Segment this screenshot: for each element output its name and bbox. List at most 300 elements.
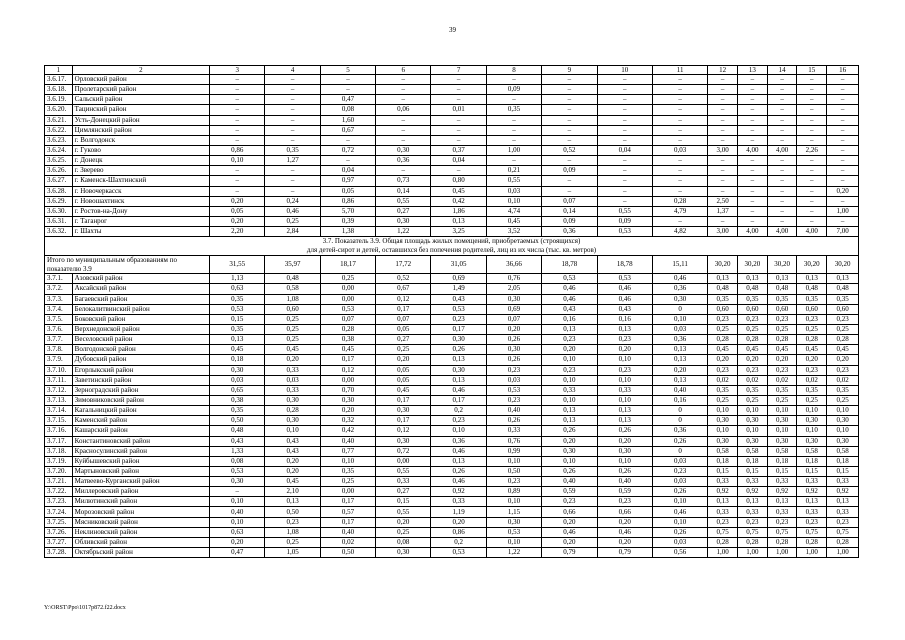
value-cell: 0,13: [652, 355, 707, 365]
value-cell: 0,23: [652, 466, 707, 476]
value-cell: 0,23: [486, 477, 541, 487]
value-cell: 0,60: [708, 304, 738, 314]
value-cell: –: [797, 115, 827, 125]
value-cell: 0,18: [797, 456, 827, 466]
value-cell: 0,13: [542, 416, 597, 426]
row-name-cell: Обливский район: [72, 537, 209, 547]
value-cell: 1,37: [708, 206, 738, 216]
value-cell: 0,69: [486, 304, 541, 314]
value-cell: –: [431, 125, 486, 135]
value-cell: –: [827, 176, 859, 186]
value-cell: 0,30: [542, 446, 597, 456]
value-cell: 1,00: [738, 548, 768, 558]
value-cell: –: [431, 166, 486, 176]
value-cell: –: [738, 156, 768, 166]
row-name-cell: Аксайский район: [72, 284, 209, 294]
column-number-cell: 16: [827, 66, 859, 75]
value-cell: 0,13: [767, 274, 797, 284]
value-cell: –: [797, 186, 827, 196]
value-cell: –: [827, 156, 859, 166]
value-cell: –: [542, 95, 597, 105]
value-cell: 0,23: [542, 497, 597, 507]
value-cell: 0,73: [376, 176, 431, 186]
table-row: [45, 355, 859, 365]
column-number-cell: 15: [797, 66, 827, 75]
value-cell: –: [431, 75, 486, 85]
row-name-cell: Усть-Донецкий район: [72, 115, 209, 125]
section-title-row: [45, 237, 859, 256]
value-cell: 0,56: [652, 548, 707, 558]
value-cell: 0,33: [827, 507, 859, 517]
table-row: [45, 145, 859, 155]
value-cell: –: [738, 85, 768, 95]
value-cell: 0,45: [320, 345, 375, 355]
value-cell: –: [797, 176, 827, 186]
row-code-cell: 3.7.6.: [45, 324, 73, 334]
value-cell: 3,25: [431, 227, 486, 237]
value-cell: –: [797, 75, 827, 85]
value-cell: 0,30: [265, 416, 320, 426]
value-cell: –: [542, 75, 597, 85]
value-cell: 0,23: [767, 314, 797, 324]
value-cell: 0,37: [431, 145, 486, 155]
value-cell: 0,53: [431, 304, 486, 314]
table-row: [45, 284, 859, 294]
table-row: [45, 487, 859, 497]
value-cell: –: [542, 176, 597, 186]
value-cell: 0,53: [210, 466, 265, 476]
table-row: [45, 274, 859, 284]
value-cell: 0,33: [431, 497, 486, 507]
value-cell: –: [486, 75, 541, 85]
value-cell: 0,25: [708, 324, 738, 334]
total-value-cell: 35,97: [265, 256, 320, 274]
value-cell: 0,10: [210, 517, 265, 527]
value-cell: 0,86: [431, 527, 486, 537]
value-cell: 0,26: [486, 355, 541, 365]
row-name-cell: Волгодонской район: [72, 345, 209, 355]
value-cell: 0,30: [767, 416, 797, 426]
value-cell: 0,30: [708, 416, 738, 426]
value-cell: 0,99: [486, 446, 541, 456]
value-cell: 0,26: [542, 466, 597, 476]
value-cell: –: [542, 85, 597, 95]
row-name-cell: Куйбышевский район: [72, 456, 209, 466]
column-number-cell: 14: [767, 66, 797, 75]
value-cell: 0,20: [431, 517, 486, 527]
table-row: [45, 135, 859, 145]
value-cell: 0,38: [210, 395, 265, 405]
value-cell: 0,01: [431, 105, 486, 115]
value-cell: 0,43: [542, 304, 597, 314]
value-cell: 4,00: [767, 227, 797, 237]
value-cell: 0,45: [827, 345, 859, 355]
value-cell: 0,13: [797, 497, 827, 507]
value-cell: 0,05: [376, 365, 431, 375]
value-cell: 0,26: [652, 527, 707, 537]
value-cell: 0,66: [542, 507, 597, 517]
value-cell: 0,15: [738, 466, 768, 476]
value-cell: 0,28: [827, 537, 859, 547]
value-cell: –: [210, 186, 265, 196]
value-cell: 0,15: [827, 466, 859, 476]
value-cell: 0,36: [652, 284, 707, 294]
value-cell: 0,80: [431, 176, 486, 186]
table-row: [45, 507, 859, 517]
row-code-cell: 3.6.28.: [45, 186, 73, 196]
value-cell: –: [320, 135, 375, 145]
value-cell: 0,40: [652, 385, 707, 395]
row-code-cell: 3.7.7.: [45, 335, 73, 345]
value-cell: 0,13: [265, 497, 320, 507]
value-cell: –: [597, 105, 652, 115]
value-cell: 0,46: [431, 385, 486, 395]
row-code-cell: 3.6.32.: [45, 227, 73, 237]
column-number-cell: 8: [486, 66, 541, 75]
value-cell: 0,28: [767, 537, 797, 547]
value-cell: 0,33: [827, 477, 859, 487]
table-row: [45, 304, 859, 314]
value-cell: –: [738, 105, 768, 115]
value-cell: 3,52: [486, 227, 541, 237]
value-cell: 0,33: [265, 365, 320, 375]
value-cell: 0,20: [210, 537, 265, 547]
value-cell: 0,10: [320, 456, 375, 466]
value-cell: 0,60: [738, 304, 768, 314]
value-cell: 0,05: [320, 186, 375, 196]
value-cell: 0,15: [767, 466, 797, 476]
value-cell: 0,20: [827, 355, 859, 365]
value-cell: 0,23: [597, 497, 652, 507]
value-cell: 0,25: [320, 477, 375, 487]
value-cell: 0,35: [210, 294, 265, 304]
value-cell: 0,59: [542, 487, 597, 497]
value-cell: 0,35: [827, 294, 859, 304]
row-name-cell: Заветинский район: [72, 375, 209, 385]
value-cell: 1,22: [486, 548, 541, 558]
row-code-cell: 3.7.12.: [45, 385, 73, 395]
row-name-cell: Зерноградский район: [72, 385, 209, 395]
value-cell: –: [827, 115, 859, 125]
value-cell: 0,03: [652, 324, 707, 334]
value-cell: 0,23: [738, 517, 768, 527]
value-cell: 0,35: [210, 406, 265, 416]
value-cell: –: [597, 176, 652, 186]
row-code-cell: 3.7.27.: [45, 537, 73, 547]
value-cell: 0,48: [265, 274, 320, 284]
value-cell: –: [797, 85, 827, 95]
value-cell: 0,20: [597, 517, 652, 527]
value-cell: 1,00: [708, 548, 738, 558]
value-cell: 0,17: [320, 517, 375, 527]
table-row: [45, 324, 859, 334]
table-row: [45, 497, 859, 507]
value-cell: 0,33: [597, 385, 652, 395]
value-cell: 0,27: [376, 335, 431, 345]
value-cell: –: [542, 125, 597, 135]
value-cell: 0,46: [542, 527, 597, 537]
row-name-cell: Морозовский район: [72, 507, 209, 517]
value-cell: 0,13: [797, 274, 827, 284]
value-cell: –: [265, 115, 320, 125]
row-code-cell: 3.6.19.: [45, 95, 73, 105]
value-cell: 0,30: [376, 436, 431, 446]
value-cell: 0,25: [376, 527, 431, 537]
value-cell: 0,18: [210, 355, 265, 365]
value-cell: 0,13: [542, 406, 597, 416]
value-cell: 0,72: [376, 446, 431, 456]
value-cell: 2,50: [708, 196, 738, 206]
value-cell: 0,25: [265, 335, 320, 345]
value-cell: –: [265, 95, 320, 105]
value-cell: 0,33: [708, 477, 738, 487]
value-cell: 0,75: [708, 527, 738, 537]
value-cell: 7,00: [827, 227, 859, 237]
value-cell: 0,10: [708, 426, 738, 436]
section-title-line1: 3.7. Показатель 3.9. Общая площадь жилых помещений, приобретаемых (строящихся): [322, 237, 581, 246]
value-cell: 0,52: [376, 274, 431, 284]
value-cell: 0,35: [738, 385, 768, 395]
value-cell: 0,14: [376, 186, 431, 196]
value-cell: 0,15: [376, 497, 431, 507]
value-cell: –: [738, 75, 768, 85]
value-cell: 0,13: [708, 274, 738, 284]
table-row: [45, 227, 859, 237]
value-cell: –: [767, 85, 797, 95]
value-cell: –: [708, 75, 738, 85]
value-cell: 0,23: [265, 517, 320, 527]
value-cell: 0,35: [767, 294, 797, 304]
value-cell: 0,46: [597, 527, 652, 537]
value-cell: –: [827, 216, 859, 226]
value-cell: 0,09: [486, 85, 541, 95]
value-cell: 0,13: [597, 406, 652, 416]
value-cell: 0,03: [486, 186, 541, 196]
value-cell: 0,13: [431, 375, 486, 385]
value-cell: 0,16: [652, 395, 707, 405]
value-cell: 0,65: [210, 385, 265, 395]
value-cell: 0,20: [797, 355, 827, 365]
value-cell: 3,00: [708, 145, 738, 155]
value-cell: 0,23: [797, 517, 827, 527]
value-cell: 0,45: [486, 216, 541, 226]
table-row: [45, 426, 859, 436]
value-cell: –: [827, 166, 859, 176]
value-cell: 0,28: [708, 335, 738, 345]
value-cell: –: [827, 95, 859, 105]
value-cell: 0,30: [652, 294, 707, 304]
value-cell: 0,30: [320, 395, 375, 405]
row-name-cell: Егорлыкский район: [72, 365, 209, 375]
value-cell: 0,03: [486, 375, 541, 385]
value-cell: –: [767, 135, 797, 145]
value-cell: –: [767, 115, 797, 125]
value-cell: 0,10: [652, 314, 707, 324]
value-cell: 0,77: [320, 446, 375, 456]
value-cell: 0,30: [797, 436, 827, 446]
value-cell: –: [210, 125, 265, 135]
value-cell: –: [797, 166, 827, 176]
value-cell: 0,10: [265, 426, 320, 436]
value-cell: 0,35: [797, 294, 827, 304]
value-cell: 0,33: [797, 477, 827, 487]
value-cell: –: [767, 186, 797, 196]
value-cell: 0,20: [376, 517, 431, 527]
value-cell: 0,76: [486, 274, 541, 284]
value-cell: 0,26: [486, 416, 541, 426]
value-cell: 0,43: [265, 446, 320, 456]
value-cell: –: [797, 216, 827, 226]
value-cell: 0,50: [210, 416, 265, 426]
value-cell: 1,08: [265, 294, 320, 304]
column-number-cell: 1: [45, 66, 73, 75]
value-cell: 0,92: [708, 487, 738, 497]
value-cell: –: [652, 156, 707, 166]
value-cell: 0,10: [767, 406, 797, 416]
value-cell: 0,18: [738, 456, 768, 466]
value-cell: 0,25: [738, 324, 768, 334]
value-cell: 0,33: [738, 507, 768, 517]
value-cell: 0,86: [320, 196, 375, 206]
value-cell: 4,82: [652, 227, 707, 237]
value-cell: 0,10: [738, 406, 768, 416]
value-cell: –: [376, 166, 431, 176]
value-cell: 0,53: [597, 274, 652, 284]
value-cell: –: [767, 105, 797, 115]
table-row: [45, 75, 859, 85]
value-cell: –: [652, 95, 707, 105]
value-cell: 0,66: [597, 507, 652, 517]
value-cell: 0,30: [210, 477, 265, 487]
value-cell: 0,63: [210, 527, 265, 537]
table-row: [45, 456, 859, 466]
value-cell: 0,30: [431, 335, 486, 345]
value-cell: 0,23: [708, 365, 738, 375]
value-cell: –: [597, 166, 652, 176]
value-cell: 0,10: [597, 375, 652, 385]
table-row: [45, 406, 859, 416]
value-cell: 0,75: [738, 527, 768, 537]
value-cell: 0,25: [708, 395, 738, 405]
value-cell: 0,13: [210, 335, 265, 345]
table-row: [45, 85, 859, 95]
value-cell: –: [542, 105, 597, 115]
value-cell: –: [320, 75, 375, 85]
value-cell: 0,17: [431, 395, 486, 405]
row-name-cell: Неклиновский район: [72, 527, 209, 537]
value-cell: 0,53: [542, 274, 597, 284]
value-cell: 0,09: [542, 216, 597, 226]
table-row: [45, 105, 859, 115]
row-code-cell: 3.7.1.: [45, 274, 73, 284]
value-cell: 0,23: [597, 335, 652, 345]
value-cell: 0,42: [431, 196, 486, 206]
row-name-cell: г. Гуково: [72, 145, 209, 155]
total-value-cell: 30,20: [738, 256, 768, 274]
value-cell: 4,79: [652, 206, 707, 216]
value-cell: –: [767, 125, 797, 135]
value-cell: 0,30: [767, 436, 797, 446]
value-cell: –: [376, 75, 431, 85]
row-name-cell: Мартыновский район: [72, 466, 209, 476]
value-cell: –: [797, 135, 827, 145]
value-cell: 0,40: [597, 477, 652, 487]
value-cell: 0,04: [320, 166, 375, 176]
row-name-cell: Верхнедонской район: [72, 324, 209, 334]
value-cell: 0,92: [797, 487, 827, 497]
value-cell: 0,00: [320, 294, 375, 304]
value-cell: 1,60: [320, 115, 375, 125]
value-cell: 0,67: [320, 125, 375, 135]
row-name-cell: Цимлянский район: [72, 125, 209, 135]
value-cell: 0,10: [431, 426, 486, 436]
value-cell: 0,23: [486, 365, 541, 375]
value-cell: –: [486, 156, 541, 166]
row-name-cell: Кагальницкий район: [72, 406, 209, 416]
value-cell: 4,00: [738, 227, 768, 237]
table-row: [45, 345, 859, 355]
value-cell: 0,17: [376, 416, 431, 426]
value-cell: –: [210, 135, 265, 145]
table-row: [45, 186, 859, 196]
column-number-cell: 9: [542, 66, 597, 75]
value-cell: –: [376, 115, 431, 125]
value-cell: 2,84: [265, 227, 320, 237]
value-cell: 0,28: [797, 537, 827, 547]
value-cell: 0,20: [597, 537, 652, 547]
value-cell: 2,20: [210, 227, 265, 237]
value-cell: 0,46: [542, 294, 597, 304]
value-cell: 0,23: [542, 365, 597, 375]
value-cell: 0,25: [797, 324, 827, 334]
value-cell: 0,33: [708, 507, 738, 517]
value-cell: 0,36: [376, 156, 431, 166]
value-cell: 0,59: [597, 487, 652, 497]
value-cell: 0,17: [431, 324, 486, 334]
value-cell: 1,00: [797, 548, 827, 558]
value-cell: 0,46: [652, 274, 707, 284]
value-cell: 0,10: [797, 406, 827, 416]
row-name-cell: Пролетарский район: [72, 85, 209, 95]
value-cell: 4,74: [486, 206, 541, 216]
value-cell: –: [652, 216, 707, 226]
value-cell: 0,36: [652, 426, 707, 436]
value-cell: 0,20: [265, 456, 320, 466]
value-cell: –: [827, 135, 859, 145]
table-row: [45, 466, 859, 476]
value-cell: –: [265, 186, 320, 196]
value-cell: –: [210, 176, 265, 186]
value-cell: 0,26: [542, 426, 597, 436]
row-name-cell: Сальский район: [72, 95, 209, 105]
row-name-cell: г. Зверево: [72, 166, 209, 176]
value-cell: 0,20: [210, 216, 265, 226]
value-cell: –: [376, 95, 431, 105]
value-cell: 0,13: [708, 497, 738, 507]
row-code-cell: 3.6.31.: [45, 216, 73, 226]
table-row: [45, 196, 859, 206]
value-cell: 0,32: [320, 416, 375, 426]
value-cell: 0,10: [767, 426, 797, 436]
value-cell: 0,10: [797, 426, 827, 436]
row-code-cell: 3.7.21.: [45, 477, 73, 487]
value-cell: 0,46: [542, 284, 597, 294]
value-cell: 0,26: [597, 466, 652, 476]
row-code-cell: 3.6.17.: [45, 75, 73, 85]
value-cell: 0,20: [486, 324, 541, 334]
value-cell: –: [652, 75, 707, 85]
value-cell: 0,30: [827, 416, 859, 426]
